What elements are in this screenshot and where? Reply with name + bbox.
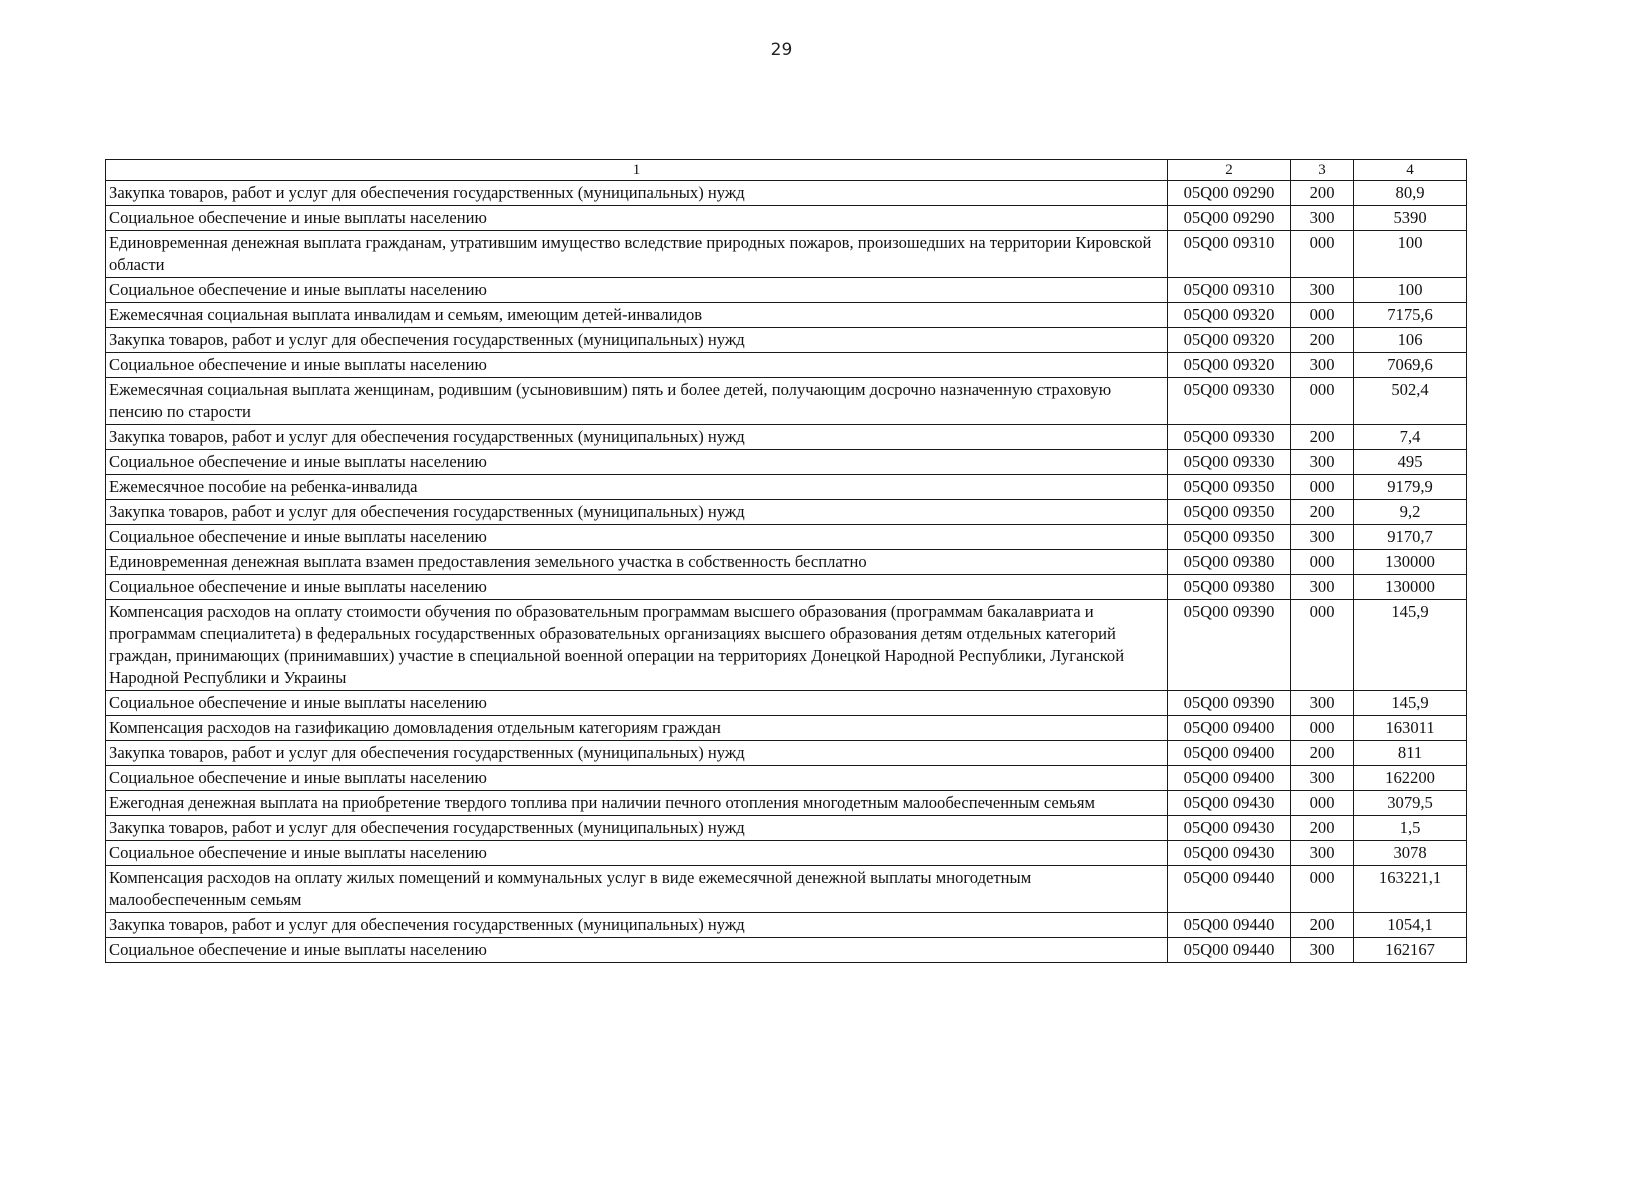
target-code-cell: 05Q00 09350 [1167,475,1290,500]
expense-type-cell: 000 [1291,550,1354,575]
expense-type-cell: 300 [1291,766,1354,791]
expense-type-cell: 300 [1291,841,1354,866]
expense-type-cell: 300 [1291,206,1354,231]
expense-name-cell: Социальное обеспечение и иные выплаты населению [106,353,1168,378]
expense-name-cell: Социальное обеспечение и иные выплаты населению [106,450,1168,475]
expense-name-cell: Единовременная денежная выплата гражданам, утратившим имущество вследствие природных пожаров, произошедших на территории Кировской области [106,231,1168,278]
table-row [106,500,1467,525]
table-row [106,450,1467,475]
target-code-cell: 05Q00 09330 [1167,378,1290,425]
amount-cell: 130000 [1354,575,1467,600]
expense-name-cell: Закупка товаров, работ и услуг для обеспечения государственных (муниципальных) нужд [106,816,1168,841]
amount-cell: 9170,7 [1354,525,1467,550]
target-code-cell: 05Q00 09380 [1167,575,1290,600]
expense-name-cell: Социальное обеспечение и иные выплаты населению [106,766,1168,791]
expense-type-cell: 200 [1291,328,1354,353]
amount-cell: 106 [1354,328,1467,353]
table-row [106,841,1467,866]
amount-cell: 7,4 [1354,425,1467,450]
expense-type-cell: 200 [1291,181,1354,206]
expense-name-cell: Закупка товаров, работ и услуг для обеспечения государственных (муниципальных) нужд [106,913,1168,938]
table-row [106,938,1467,963]
expense-type-cell: 300 [1291,450,1354,475]
amount-cell: 7175,6 [1354,303,1467,328]
target-code-cell: 05Q00 09400 [1167,741,1290,766]
expense-name-cell: Закупка товаров, работ и услуг для обеспечения государственных (муниципальных) нужд [106,500,1168,525]
table-row [106,231,1467,278]
table-row [106,303,1467,328]
expense-name-cell: Закупка товаров, работ и услуг для обеспечения государственных (муниципальных) нужд [106,425,1168,450]
table-row [106,766,1467,791]
expense-name-cell: Социальное обеспечение и иные выплаты населению [106,938,1168,963]
expense-name-cell: Ежемесячная социальная выплата инвалидам и семьям, имеющим детей-инвалидов [106,303,1168,328]
amount-cell: 9,2 [1354,500,1467,525]
amount-cell: 162167 [1354,938,1467,963]
target-code-cell: 05Q00 09380 [1167,550,1290,575]
expense-type-cell: 200 [1291,913,1354,938]
amount-cell: 80,9 [1354,181,1467,206]
table-row [106,550,1467,575]
expense-type-cell: 000 [1291,866,1354,913]
target-code-cell: 05Q00 09330 [1167,425,1290,450]
page-number: 29 [770,40,793,60]
expense-name-cell: Закупка товаров, работ и услуг для обеспечения государственных (муниципальных) нужд [106,181,1168,206]
target-code-cell: 05Q00 09290 [1167,181,1290,206]
amount-cell: 3079,5 [1354,791,1467,816]
amount-cell: 495 [1354,450,1467,475]
amount-cell: 811 [1354,741,1467,766]
table-row [106,475,1467,500]
budget-table [105,159,1467,963]
amount-cell: 3078 [1354,841,1467,866]
expense-name-cell: Ежемесячная социальная выплата женщинам, родившим (усыновившим) пять и более детей, получающим досрочно назначенную страховую пенсию по старости [106,378,1168,425]
amount-cell: 130000 [1354,550,1467,575]
header-cell-2: 2 [1167,160,1290,181]
target-code-cell: 05Q00 09390 [1167,691,1290,716]
expense-name-cell: Закупка товаров, работ и услуг для обеспечения государственных (муниципальных) нужд [106,741,1168,766]
expense-name-cell: Социальное обеспечение и иные выплаты населению [106,278,1168,303]
expense-type-cell: 000 [1291,303,1354,328]
table-row [106,691,1467,716]
expense-name-cell: Единовременная денежная выплата взамен предоставления земельного участка в собственность бесплатно [106,550,1168,575]
amount-cell: 1054,1 [1354,913,1467,938]
expense-name-cell: Социальное обеспечение и иные выплаты населению [106,525,1168,550]
table-row [106,278,1467,303]
expense-name-cell: Закупка товаров, работ и услуг для обеспечения государственных (муниципальных) нужд [106,328,1168,353]
expense-type-cell: 300 [1291,691,1354,716]
expense-type-cell: 000 [1291,231,1354,278]
target-code-cell: 05Q00 09350 [1167,525,1290,550]
table-row [106,378,1467,425]
expense-type-cell: 000 [1291,475,1354,500]
table-row [106,716,1467,741]
table-row [106,575,1467,600]
target-code-cell: 05Q00 09310 [1167,231,1290,278]
header-cell-1: 1 [106,160,1168,181]
target-code-cell: 05Q00 09310 [1167,278,1290,303]
table-row [106,866,1467,913]
amount-cell: 163221,1 [1354,866,1467,913]
target-code-cell: 05Q00 09400 [1167,716,1290,741]
expense-type-cell: 000 [1291,600,1354,691]
expense-name-cell: Ежегодная денежная выплата на приобретение твердого топлива при наличии печного отопления многодетным малообеспеченным семьям [106,791,1168,816]
table-body [106,181,1467,963]
target-code-cell: 05Q00 09320 [1167,353,1290,378]
expense-type-cell: 200 [1291,816,1354,841]
target-code-cell: 05Q00 09330 [1167,450,1290,475]
expense-name-cell: Компенсация расходов на оплату стоимости обучения по образовательным программам высшего образования (программам бакалавриата и программам специалитета) в федеральных государственных образовательных организациях высшего образования детям отдельных категорий граждан, принимающих (принимавших) участие в специальной военной операции на территориях Донецкой Народной Республики, Луганской Народной Республики и Украины [106,600,1168,691]
expense-name-cell: Компенсация расходов на газификацию домовладения отдельным категориям граждан [106,716,1168,741]
expense-type-cell: 200 [1291,500,1354,525]
target-code-cell: 05Q00 09400 [1167,766,1290,791]
target-code-cell: 05Q00 09430 [1167,816,1290,841]
target-code-cell: 05Q00 09430 [1167,791,1290,816]
table-row [106,425,1467,450]
amount-cell: 1,5 [1354,816,1467,841]
amount-cell: 162200 [1354,766,1467,791]
target-code-cell: 05Q00 09390 [1167,600,1290,691]
table-row [106,353,1467,378]
expense-name-cell: Компенсация расходов на оплату жилых помещений и коммунальных услуг в виде ежемесячной денежной выплаты многодетным малообеспеченным семьям [106,866,1168,913]
amount-cell: 7069,6 [1354,353,1467,378]
amount-cell: 145,9 [1354,691,1467,716]
target-code-cell: 05Q00 09320 [1167,328,1290,353]
expense-name-cell: Социальное обеспечение и иные выплаты населению [106,841,1168,866]
header-cell-3: 3 [1291,160,1354,181]
expense-name-cell: Социальное обеспечение и иные выплаты населению [106,575,1168,600]
expense-name-cell: Социальное обеспечение и иные выплаты населению [106,206,1168,231]
expense-type-cell: 000 [1291,791,1354,816]
table-row [106,791,1467,816]
amount-cell: 502,4 [1354,378,1467,425]
target-code-cell: 05Q00 09440 [1167,938,1290,963]
target-code-cell: 05Q00 09440 [1167,913,1290,938]
expense-type-cell: 200 [1291,741,1354,766]
amount-cell: 100 [1354,231,1467,278]
table-row [106,600,1467,691]
header-cell-4: 4 [1354,160,1467,181]
amount-cell: 145,9 [1354,600,1467,691]
table-header-row [106,160,1467,181]
table-row [106,181,1467,206]
table-row [106,741,1467,766]
target-code-cell: 05Q00 09290 [1167,206,1290,231]
target-code-cell: 05Q00 09440 [1167,866,1290,913]
expense-type-cell: 000 [1291,378,1354,425]
table-row [106,328,1467,353]
table-row [106,913,1467,938]
target-code-cell: 05Q00 09320 [1167,303,1290,328]
amount-cell: 163011 [1354,716,1467,741]
table-row [106,816,1467,841]
amount-cell: 9179,9 [1354,475,1467,500]
expense-type-cell: 200 [1291,425,1354,450]
expense-type-cell: 300 [1291,575,1354,600]
expense-name-cell: Социальное обеспечение и иные выплаты населению [106,691,1168,716]
table-row [106,525,1467,550]
expense-type-cell: 300 [1291,938,1354,963]
expense-type-cell: 300 [1291,353,1354,378]
target-code-cell: 05Q00 09430 [1167,841,1290,866]
table-row [106,206,1467,231]
amount-cell: 5390 [1354,206,1467,231]
expense-type-cell: 300 [1291,278,1354,303]
expense-name-cell: Ежемесячное пособие на ребенка-инвалида [106,475,1168,500]
amount-cell: 100 [1354,278,1467,303]
expense-type-cell: 000 [1291,716,1354,741]
target-code-cell: 05Q00 09350 [1167,500,1290,525]
expense-type-cell: 300 [1291,525,1354,550]
